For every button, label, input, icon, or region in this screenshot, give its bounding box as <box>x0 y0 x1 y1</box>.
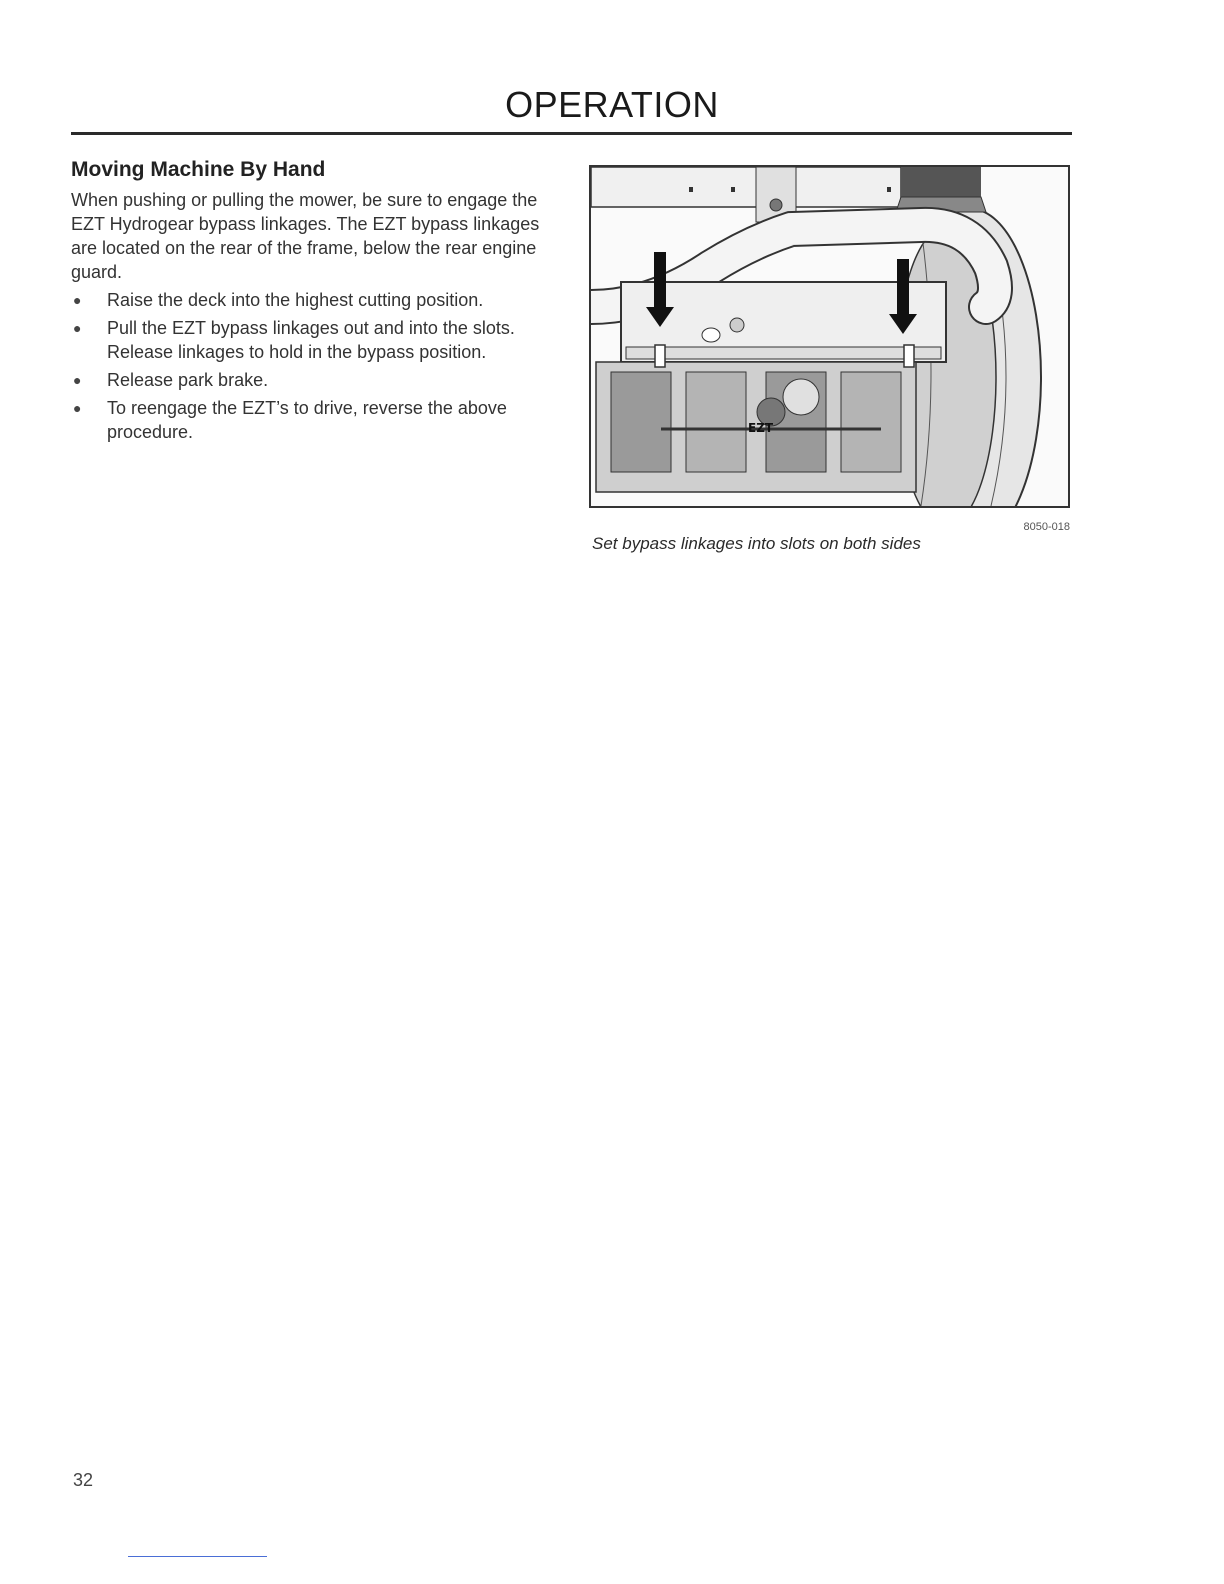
figure-caption: Set bypass linkages into slots on both sides <box>592 534 921 553</box>
list-item <box>71 396 556 444</box>
bullet-icon: ● <box>73 292 82 308</box>
list-item <box>71 316 556 364</box>
list-item <box>71 288 556 312</box>
list-item-text: Raise the deck into the highest cutting position. <box>107 290 484 310</box>
header-divider <box>71 132 1072 135</box>
list-item-text: To reengage the EZT’s to drive, reverse the above procedure. <box>107 398 507 442</box>
mower-rear-illustration <box>591 167 1068 506</box>
list-item-text: Pull the EZT bypass linkages out and into the slots. Release linkages to hold in the bypass position. <box>107 318 515 362</box>
bullet-icon: ● <box>73 320 82 336</box>
page-number: 32 <box>73 1470 94 1490</box>
instruction-list <box>71 288 556 448</box>
intro-paragraph: When pushing or pulling the mower, be sure to engage the EZT Hydrogear bypass linkages. The EZT bypass linkages are located on the rear of the frame, below the rear engine guard. <box>71 190 540 282</box>
section-heading: Moving Machine By Hand <box>71 158 326 181</box>
bullet-icon: ● <box>73 400 82 416</box>
ezt-label: EZT <box>748 421 774 435</box>
figure-illustration <box>589 165 1070 508</box>
bullet-icon: ● <box>73 372 82 388</box>
list-item <box>71 368 556 392</box>
page-title: OPERATION <box>505 84 719 125</box>
figure-code: 8050-018 <box>1023 521 1070 533</box>
transmission-assembly <box>596 362 916 492</box>
list-item-text: Release park brake. <box>107 370 269 390</box>
footer-divider <box>128 1556 267 1557</box>
